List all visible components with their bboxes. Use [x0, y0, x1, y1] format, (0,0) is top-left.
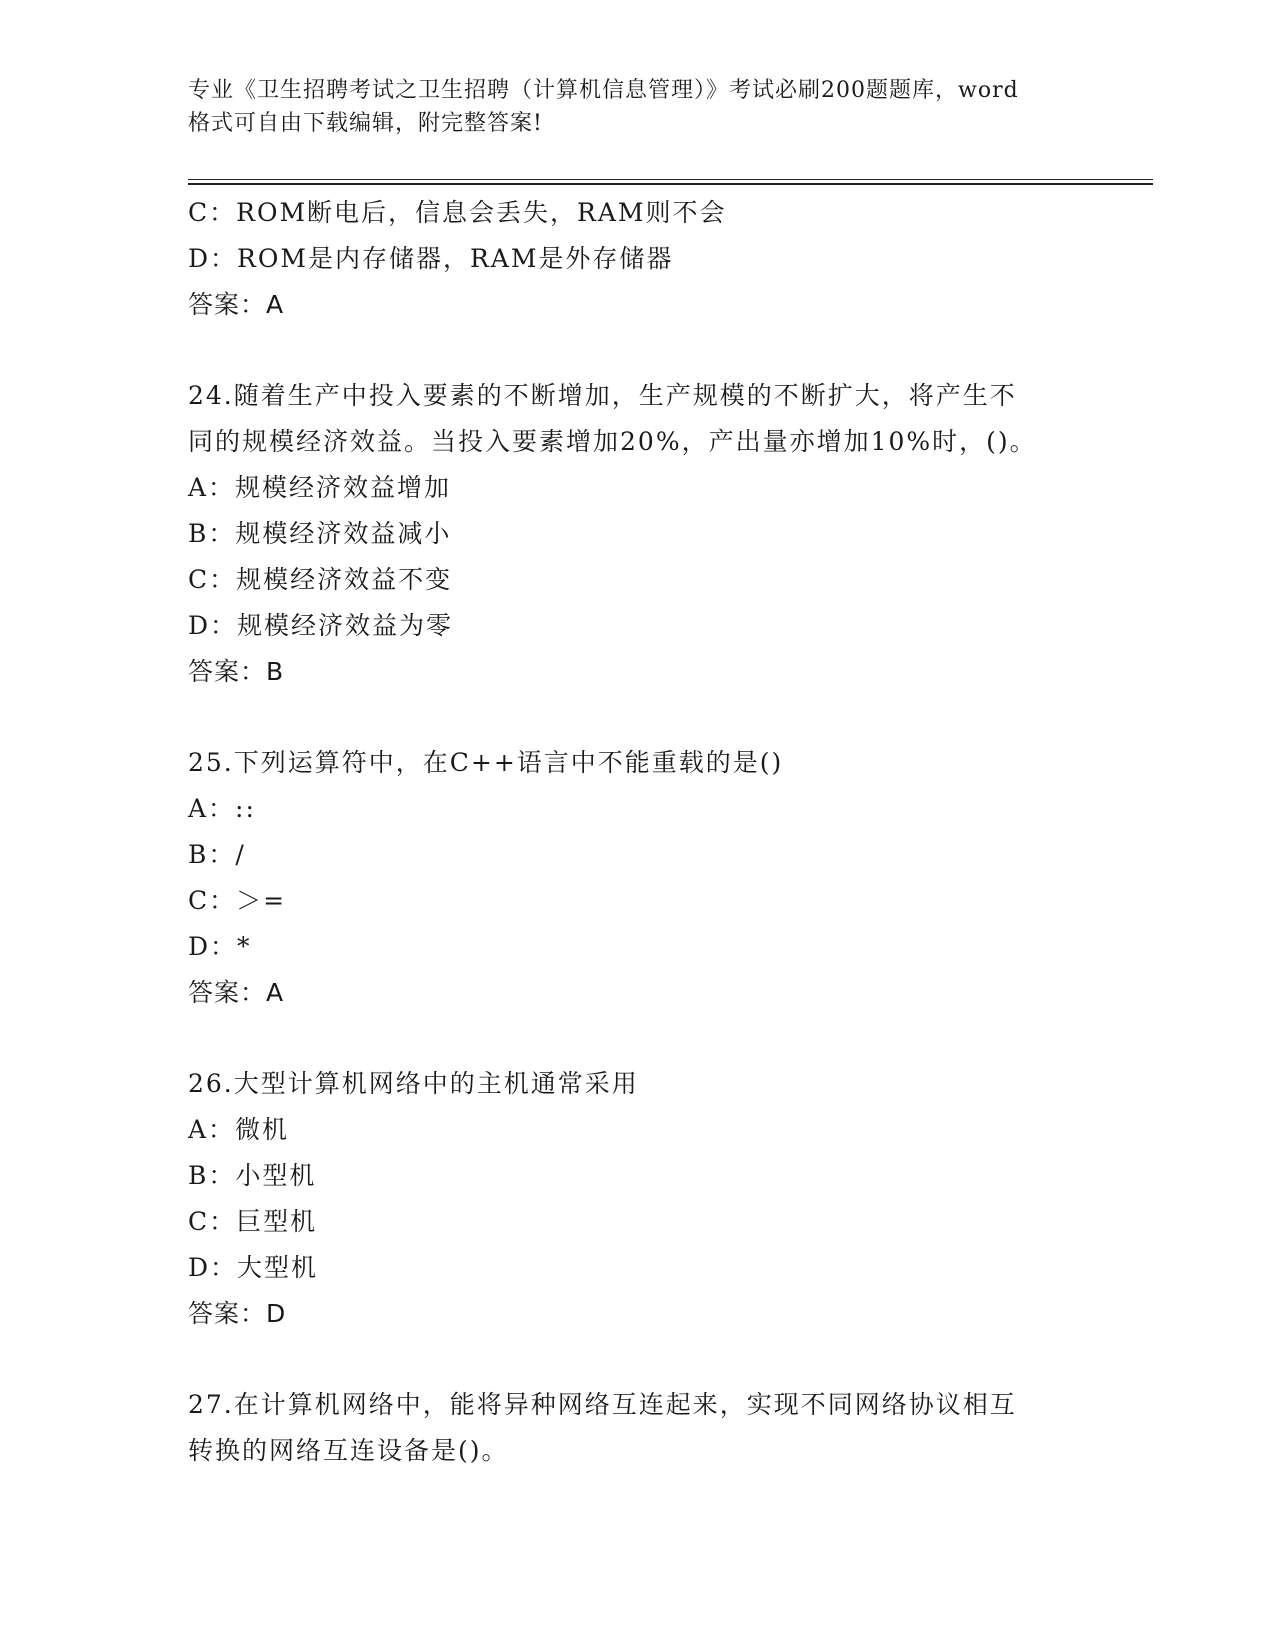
option-b: B：小型机 — [188, 1161, 317, 1190]
option-a: A：规模经济效益增加 — [188, 473, 452, 502]
option-a: A：:: — [188, 794, 256, 823]
option-c: C：ROM断电后，信息会丢失，RAM则不会 — [188, 198, 727, 227]
question-list — [188, 190, 1088, 1474]
header-divider-thin — [188, 179, 1153, 180]
question-spacer — [188, 1016, 1088, 1061]
answer: 答案：A — [188, 978, 285, 1007]
option-c: C：＞= — [188, 886, 287, 915]
option-d: D：大型机 — [188, 1253, 319, 1282]
answer: 答案：D — [188, 1299, 287, 1328]
question-spacer — [188, 695, 1088, 740]
answer: 答案：A — [188, 290, 285, 319]
question-stem: 25.下列运算符中，在C++语言中不能重载的是() — [188, 748, 784, 777]
question-23-tail — [188, 190, 1088, 328]
question-26 — [188, 1061, 1088, 1337]
answer: 答案：B — [188, 657, 285, 686]
question-spacer — [188, 1337, 1088, 1382]
question-25 — [188, 740, 1088, 1016]
question-27 — [188, 1382, 1088, 1474]
option-d: D：* — [188, 932, 252, 961]
question-stem: 转换的网络互连设备是()。 — [188, 1436, 509, 1465]
option-b: B：规模经济效益减小 — [188, 519, 452, 548]
header-divider-thick — [188, 183, 1153, 185]
option-c: C：规模经济效益不变 — [188, 565, 453, 594]
option-d: D：规模经济效益为零 — [188, 611, 454, 640]
document-header — [188, 74, 1088, 140]
header-line-2: 格式可自由下载编辑，附完整答案! — [188, 111, 543, 136]
question-stem: 同的规模经济效益。当投入要素增加20%，产出量亦增加10%时，()。 — [188, 427, 1037, 456]
option-a: A：微机 — [188, 1115, 290, 1144]
option-b: B：/ — [188, 840, 246, 869]
option-c: C：巨型机 — [188, 1207, 318, 1236]
option-d: D：ROM是内存储器，RAM是外存储器 — [188, 244, 674, 273]
question-spacer — [188, 328, 1088, 373]
question-stem: 26.大型计算机网络中的主机通常采用 — [188, 1069, 639, 1098]
question-stem: 24.随着生产中投入要素的不断增加，生产规模的不断扩大，将产生不 — [188, 381, 1017, 410]
header-line-1: 专业《卫生招聘考试之卫生招聘（计算机信息管理）》考试必刷200题题库，word — [188, 78, 1019, 103]
question-stem: 27.在计算机网络中，能将异种网络互连起来，实现不同网络协议相互 — [188, 1390, 1017, 1419]
question-24 — [188, 373, 1088, 695]
